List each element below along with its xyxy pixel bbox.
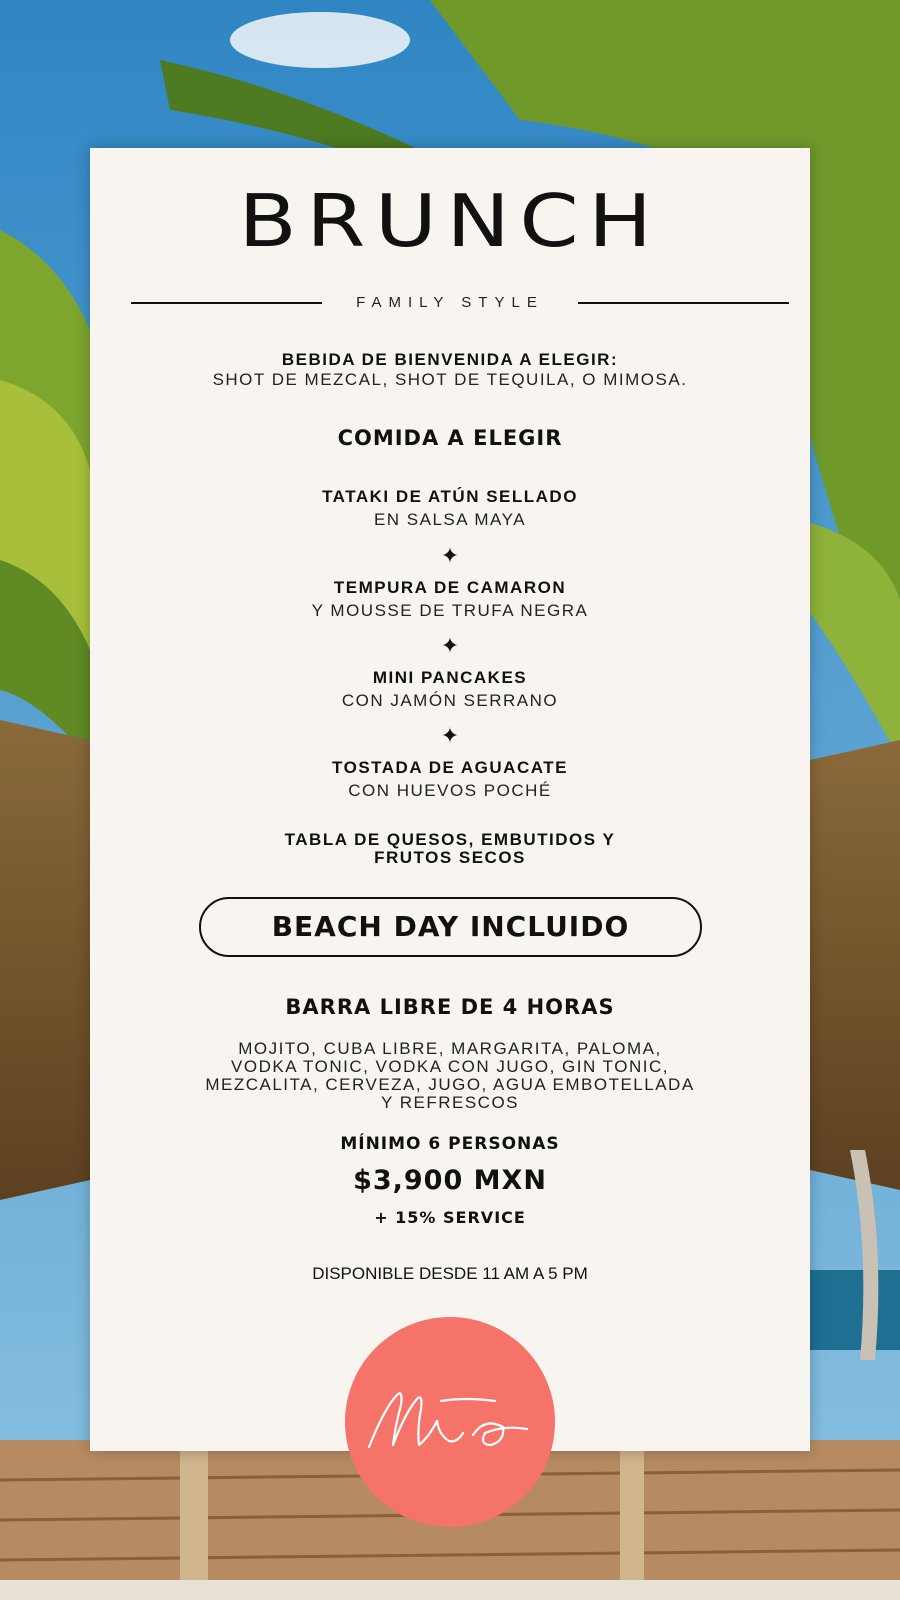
dish-detail: EN SALSA MAYA [373, 510, 527, 529]
dish-name: TOSTADA DE AGUACATE [332, 758, 568, 777]
bar-drinks-line: MOJITO, CUBA LIBRE, MARGARITA, PALOMA, [238, 1039, 662, 1058]
mia-logo [345, 1317, 555, 1527]
platter-line-2: FRUTOS SECOS [374, 848, 526, 867]
dish-name: MINI PANCAKES [372, 668, 528, 687]
dish-name: TEMPURA DE CAMARON [333, 578, 567, 597]
price: $3,900 MXN [353, 1165, 547, 1196]
bar-drinks-line: VODKA TONIC, VODKA CON JUGO, GIN TONIC, [231, 1057, 669, 1076]
logo-text: Mía [450, 1517, 452, 1518]
dish-detail: CON HUEVOS POCHÉ [348, 781, 552, 800]
food-heading: COMIDA A ELEGIR [337, 426, 563, 450]
bar-drinks-list [90, 1040, 810, 1112]
menu-subtitle: FAMILY STYLE [356, 294, 544, 311]
beach-day-badge [199, 897, 702, 957]
dish-name: TATAKI DE ATÚN SELLADO [322, 487, 578, 506]
bar-drinks-line: Y REFRESCOS [380, 1093, 520, 1112]
star-separator-icon: ✦ [440, 723, 460, 748]
menu-card [90, 148, 810, 1451]
bar-heading: BARRA LIBRE DE 4 HORAS [285, 995, 615, 1019]
service-charge: + 15% SERVICE [374, 1208, 526, 1227]
beach-day-label: BEACH DAY INCLUIDO [271, 910, 630, 943]
welcome-options: SHOT DE MEZCAL, SHOT DE TEQUILA, O MIMOSA. [212, 370, 688, 389]
welcome-heading: BEBIDA DE BIENVENIDA A ELEGIR: [281, 350, 619, 369]
minimum-people: MÍNIMO 6 PERSONAS [340, 1134, 560, 1154]
menu-title: BRUNCH [238, 179, 662, 263]
dish-detail: CON JAMÓN SERRANO [341, 691, 559, 710]
star-separator-icon: ✦ [440, 633, 460, 658]
availability: DISPONIBLE DESDE 11 AM A 5 PM [312, 1264, 588, 1283]
dish-detail: Y MOUSSE DE TRUFA NEGRA [311, 601, 589, 620]
bar-drinks-line: MEZCALITA, CERVEZA, JUGO, AGUA EMBOTELLADA [205, 1075, 695, 1094]
platter-line-1: TABLA DE QUESOS, EMBUTIDOS Y [284, 830, 616, 849]
star-separator-icon: ✦ [440, 543, 460, 568]
